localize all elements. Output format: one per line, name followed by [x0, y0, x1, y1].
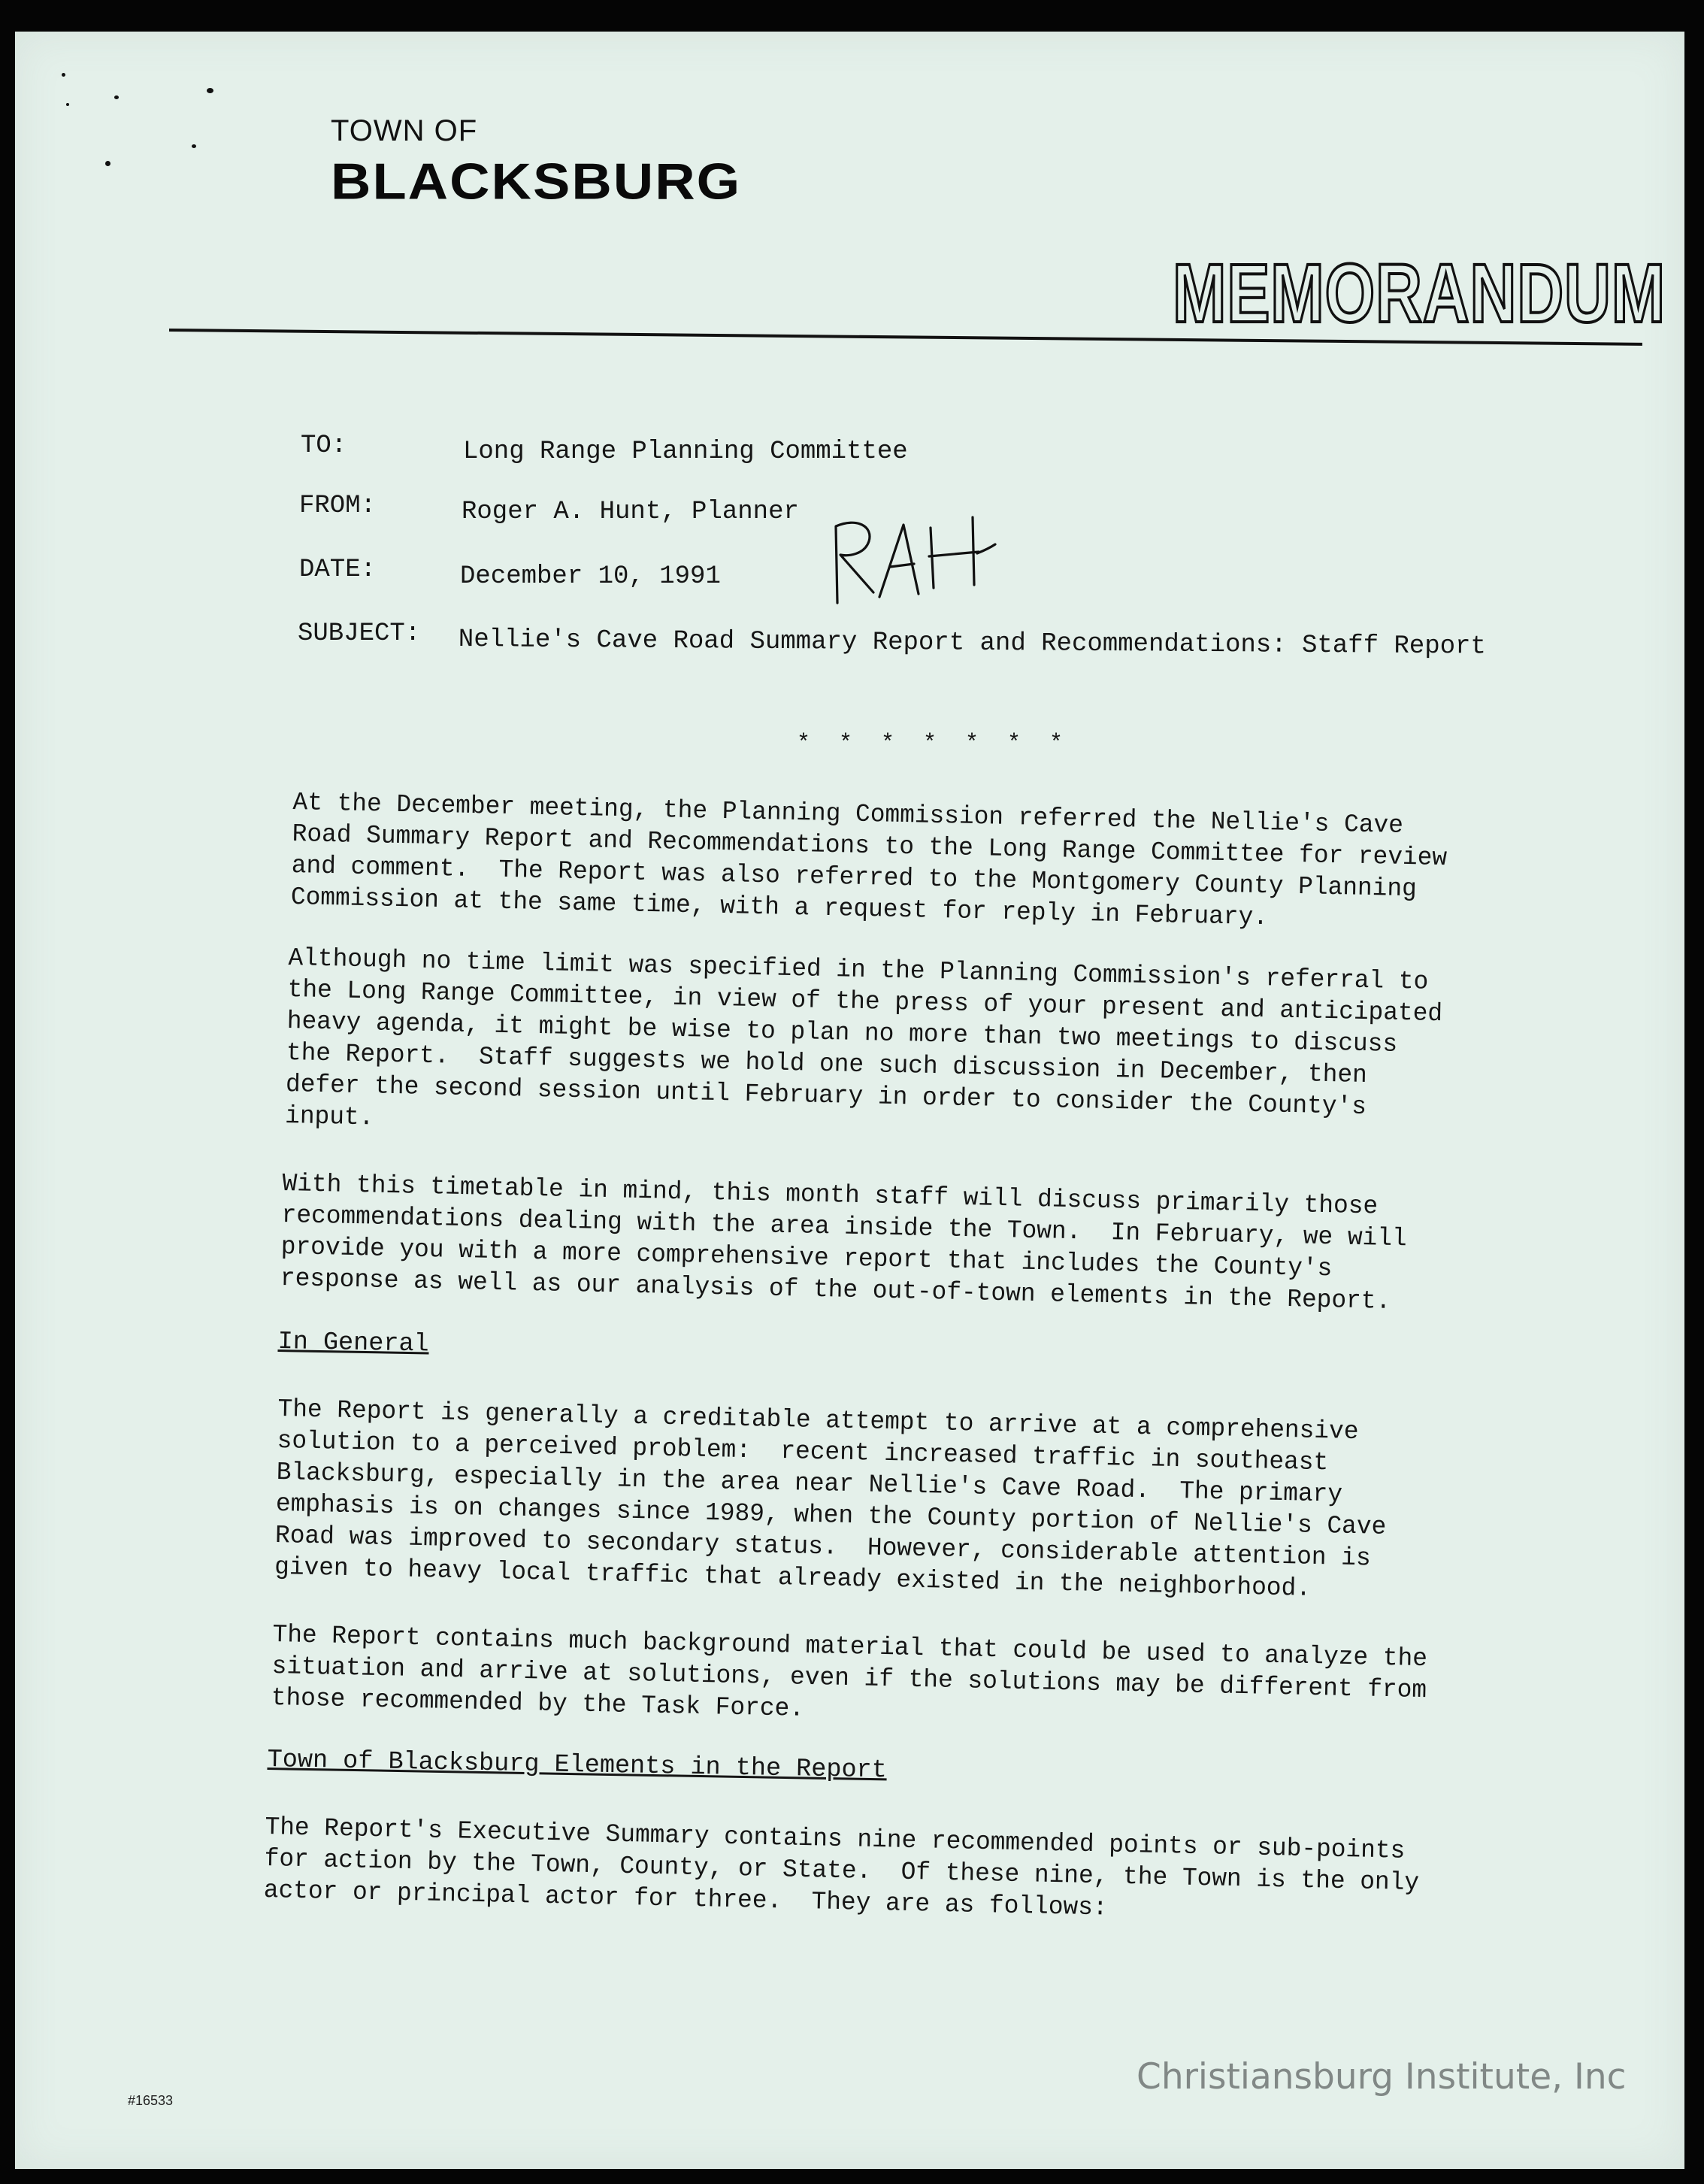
body-paragraph-6: The Report's Executive Summary contains nine recommended points or sub-points for action by the Town, County, or State. Of these nine, the Town is the only actor or principal actor for three. They are as follows:	[263, 1813, 1420, 1923]
body-paragraph-2: Although no time limit was specified in the Planning Commission's referral to the Long Range Committee, in view of the press of your present and anticipated heavy agenda, it might be wise to plan no more than two meetings to discuss the Report. Staff suggests we hold one such discussion in December, then defer the second session until February in order to consider the County's input.	[284, 944, 1443, 1133]
paper-speck	[105, 161, 110, 166]
archive-watermark: Christiansburg Institute, Inc	[1137, 2056, 1627, 2098]
from-value: Roger A. Hunt, Planner	[462, 498, 799, 526]
body-paragraph-1: At the December meeting, the Planning Commission referred the Nellie's Cave Road Summary Report and Recommendations to the Long Range Committee for review and comment. The Report was also referred to the Montgomery County Planning Commission at the same time, with a request for reply in February.	[290, 788, 1448, 933]
memo-page	[15, 32, 1684, 2169]
paper-speck	[192, 144, 196, 148]
section-heading-in-general: In General	[277, 1328, 430, 1359]
to-value: Long Range Planning Committee	[463, 438, 908, 466]
section-heading-town-elements: Town of Blacksburg Elements in the Report	[267, 1746, 888, 1786]
to-label: TO:	[301, 432, 347, 460]
subject-label: SUBJECT:	[298, 619, 421, 648]
separator-stars: * * * * * * *	[797, 731, 1071, 756]
date-value: December 10, 1991	[460, 562, 721, 591]
paper-speck	[114, 95, 119, 99]
date-label: DATE:	[299, 556, 377, 584]
paper-speck	[62, 73, 65, 77]
body-paragraph-4: The Report is generally a creditable attempt to arrive at a comprehensive solution to a perceived problem: recent increased traffic in southeast Blacksburg, especially in the area near Nellie's Cave Road. The primary emphasis is on changes since 1989, when the County portion of Nellie's Cave Road was improved to secondary status. However, considerable attention is given to heavy local traffic that already existed in the neighborhood.	[274, 1395, 1387, 1604]
handwritten-initials	[827, 513, 1000, 610]
body-paragraph-3: With this timetable in mind, this month staff will discuss primarily those recommendations dealing with the area inside the Town. In February, we will provide you with a more comprehensive report that includes the County's response as well as our analysis of the out-of-town elements in the Report.	[280, 1169, 1408, 1316]
memorandum-title: MEMORANDUM	[1173, 247, 1666, 340]
from-label: FROM:	[299, 492, 377, 520]
letterhead-town-name: BLACKSBURG	[331, 152, 742, 211]
paper-speck	[207, 88, 213, 93]
body-paragraph-5: The Report contains much background material that could be used to analyze the situation and arrive at solutions, even if the solutions may be different from those recommended by the Task Force.	[271, 1620, 1428, 1724]
subject-value: Nellie's Cave Road Summary Report and Recommendations: Staff Report	[458, 626, 1486, 662]
form-number: #16533	[128, 2093, 174, 2108]
letterhead-town-of: TOWN OF	[331, 114, 478, 147]
paper-speck	[66, 103, 69, 106]
